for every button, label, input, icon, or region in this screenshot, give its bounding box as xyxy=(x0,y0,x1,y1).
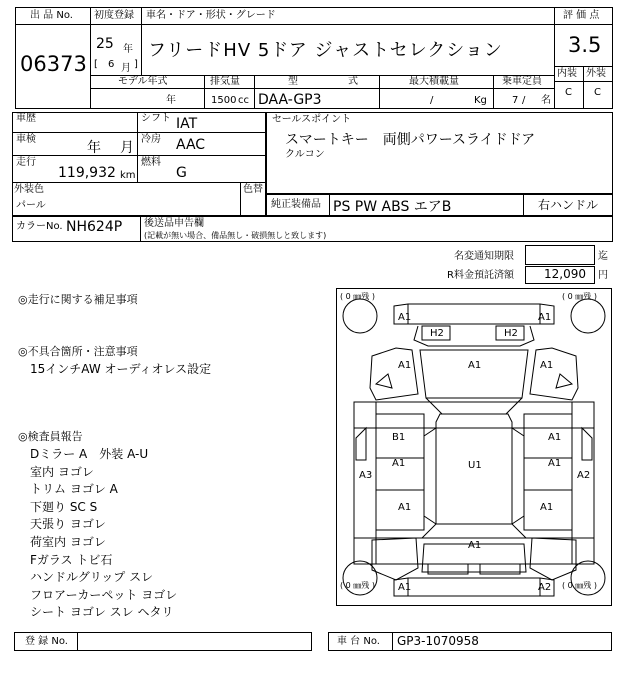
tire-rr-label: ( 0 ㎜残 ) xyxy=(562,581,597,590)
mark-hood: A1 xyxy=(468,360,482,371)
inspection-label: 車検 xyxy=(16,134,36,145)
driving-label: ◎走行に関する補足事項 xyxy=(18,293,138,306)
max-load-label: 最大積載量 xyxy=(409,76,459,87)
name-change-unit: 迄 xyxy=(598,251,608,262)
front-fender-right xyxy=(530,348,578,400)
wheel-fl xyxy=(343,299,377,333)
model-year-unit: 年 xyxy=(166,95,176,106)
displacement-unit: cc xyxy=(238,95,249,106)
mileage-unit: km xyxy=(120,170,136,181)
inspector-line: トリム ヨゴレ A xyxy=(30,482,118,497)
hood-outline xyxy=(420,350,528,398)
handle: 右ハンドル xyxy=(538,198,599,212)
tire-fl-label: ( 0 ㎜残 ) xyxy=(340,292,375,301)
mark-rear-door-l: A1 xyxy=(392,458,406,469)
inspector-line: フロアーカーペット ヨゴレ xyxy=(30,587,178,602)
inspector-line: 荷室内 ヨゴレ xyxy=(30,534,106,549)
max-load-sep: / xyxy=(430,95,434,106)
front-fender-left xyxy=(370,348,418,400)
interior-score: C xyxy=(565,87,572,98)
type-label: 型 xyxy=(288,76,298,87)
first-reg-label: 初度登録 xyxy=(94,10,134,21)
mark-rear-quarter-l: A1 xyxy=(398,502,412,513)
reg-month: 6 xyxy=(108,59,115,70)
inspector-line: 天張り ヨゴレ xyxy=(30,517,106,532)
reg-no-label: 登 録 No. xyxy=(25,636,68,647)
car-info-label: 車名・ドア・形状・グレード xyxy=(146,10,276,21)
inspector-lines xyxy=(30,446,330,622)
mark-side-r: A2 xyxy=(577,470,591,481)
model-year-label: モデル年式 xyxy=(118,76,168,87)
inspection-month: 月 xyxy=(120,140,134,156)
reg-year: 25 xyxy=(96,36,114,52)
equipment: PS PW ABS エアB xyxy=(333,199,452,215)
mark-rear-door-r: A1 xyxy=(548,458,562,469)
reg-year-unit: 年 xyxy=(123,44,133,55)
mark-headlight-l: H2 xyxy=(430,328,444,339)
mark-rear-quarter-r: A1 xyxy=(540,502,554,513)
mileage: 119,932 xyxy=(58,165,116,181)
history-label: 車歴 xyxy=(16,113,36,124)
reg-month-unit: 月 xyxy=(121,63,131,74)
mark-rear-bumper-l: A1 xyxy=(398,582,412,593)
rear-bumper-outline xyxy=(394,578,554,596)
mark-back-door: A1 xyxy=(468,540,482,551)
mark-pillar-l: B1 xyxy=(392,432,406,443)
mark-headlight-r: H2 xyxy=(504,328,518,339)
name-change-box xyxy=(525,245,595,265)
inspection-year: 年 xyxy=(87,140,101,156)
inspector-line: ハンドルグリップ スレ xyxy=(30,570,154,585)
reg-month-bracket-end: ] xyxy=(134,59,138,70)
fuel-label: 燃料 xyxy=(141,157,161,168)
reg-month-bracket: [ xyxy=(94,59,98,70)
mark-roof: U1 xyxy=(468,460,482,471)
chassis-label: 車 台 No. xyxy=(337,636,380,647)
capacity-unit: 名 xyxy=(541,95,551,106)
capacity-sep: / xyxy=(522,95,526,106)
diagram-frame xyxy=(337,289,612,606)
capacity: 7 xyxy=(512,95,519,106)
shift-label: シフト xyxy=(141,113,171,124)
wheel-fr xyxy=(571,299,605,333)
tire-fr-label: ( 0 ㎜残 ) xyxy=(562,292,597,301)
score: 3.5 xyxy=(568,33,602,57)
ac-label: 冷房 xyxy=(141,134,161,145)
exterior-color: パール xyxy=(16,200,46,211)
aftermarket-note: (記載が無い場合、備品無し・破損無しと致します) xyxy=(144,231,327,240)
aftermarket-label: 後送品申告欄 xyxy=(144,218,204,229)
chassis-no: GP3-1070958 xyxy=(397,634,479,648)
details-left xyxy=(12,112,266,216)
recycle-unit: 円 xyxy=(598,270,608,281)
recycle-label: R料金預託済額 xyxy=(447,270,514,281)
mark-front-fender-r: A1 xyxy=(540,360,554,371)
inspector-line: 室内 ヨゴレ xyxy=(30,464,94,479)
exterior-color-label: 外装色 xyxy=(14,184,44,195)
exterior-score: C xyxy=(594,87,601,98)
capacity-label: 乗車定員 xyxy=(502,76,542,87)
color-change-label: 色替 xyxy=(243,184,263,195)
tire-rl-label: ( 0 ㎜残 ) xyxy=(340,581,375,590)
ac: AAC xyxy=(176,137,206,153)
interior-label: 内装 xyxy=(557,68,577,79)
lot-no-label: 出 品 No. xyxy=(30,10,73,21)
max-load-unit: Kg xyxy=(474,95,487,106)
name-change-label: 名変通知期限 xyxy=(454,251,514,262)
sales-point-label: セールスポイント xyxy=(272,114,352,125)
displacement: 1500 xyxy=(211,95,237,106)
displacement-label: 排気量 xyxy=(210,76,240,87)
recycle: 12,090 xyxy=(544,267,586,281)
score-label: 評 価 点 xyxy=(563,10,600,21)
mark-front-bumper-r: A1 xyxy=(538,312,552,323)
mark-front-fender-l: A1 xyxy=(398,360,412,371)
inspector-line: 下廻り SC S xyxy=(30,499,98,514)
color-no-label: カラーNo. xyxy=(16,221,63,232)
inspector-line: Fガラス トビ石 xyxy=(30,552,113,567)
mark-side-l: A3 xyxy=(359,470,373,481)
shift: IAT xyxy=(176,116,198,132)
car-diagram xyxy=(336,288,612,606)
rear-fender-right xyxy=(530,538,576,580)
color-no: NH624P xyxy=(66,219,123,235)
car-name: フリードHV 5ドア ジャストセレクション xyxy=(148,40,503,61)
mark-rear-bumper-r: A2 xyxy=(538,582,552,593)
rear-fender-left xyxy=(372,538,418,580)
inspector-line: Dミラー A 外装 A-U xyxy=(30,447,149,461)
lot-no: 06373 xyxy=(20,52,87,76)
mark-front-bumper-l: A1 xyxy=(398,312,412,323)
inspector-label: ◎検査員報告 xyxy=(18,430,83,443)
sales-point-1: スマートキー 両側パワースライドドア xyxy=(285,132,536,148)
front-bumper-outline xyxy=(394,304,554,324)
defect-label: ◎不具合箇所・注意事項 xyxy=(18,345,138,358)
equipment-label: 純正装備品 xyxy=(271,199,321,210)
mark-front-door-r: A1 xyxy=(548,432,562,443)
mileage-label: 走行 xyxy=(16,157,36,168)
sales-point-2: クルコン xyxy=(285,149,325,160)
fuel: G xyxy=(176,165,187,181)
type-value: DAA-GP3 xyxy=(258,92,322,108)
inspector-line: シート ヨゴレ スレ ヘタリ xyxy=(30,605,174,620)
exterior-label: 外装 xyxy=(586,68,606,79)
defect-1: 15インチAW オーディオレス設定 xyxy=(30,362,212,376)
type-label-2: 式 xyxy=(348,76,358,87)
